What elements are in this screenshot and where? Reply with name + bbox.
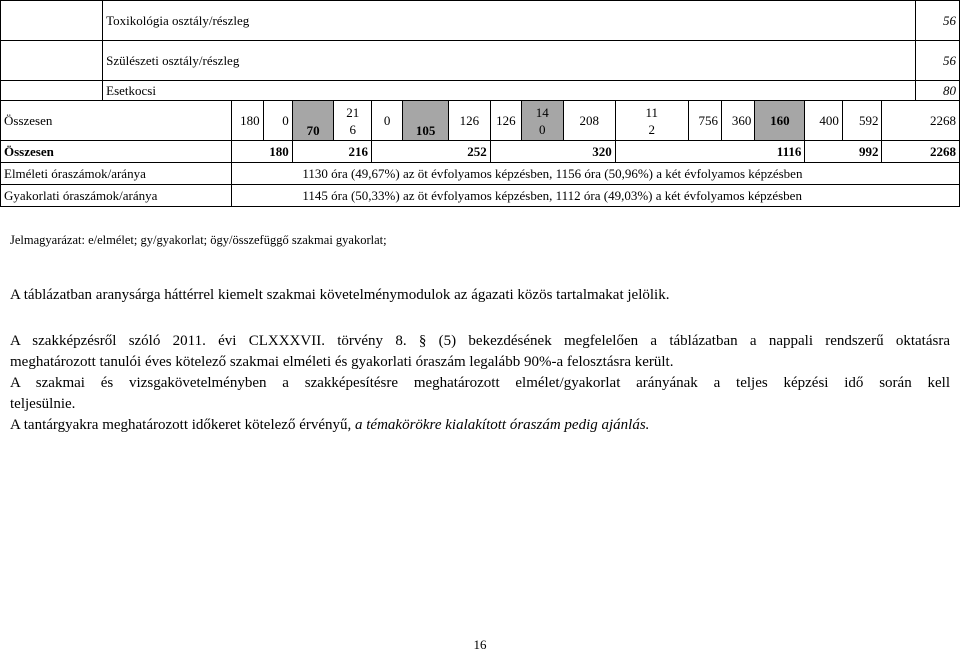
cell: 160 [755,101,805,141]
cell: 992 [805,141,882,163]
cell: 180 [232,141,292,163]
cell: 2268 [882,141,960,163]
cell: 11 2 [615,101,688,141]
row-label: Toxikológia osztály/részleg [103,1,916,41]
cell: 216 [292,141,371,163]
row-label: Szülészeti osztály/részleg [103,41,916,81]
osszesen-summary-row [1,141,960,163]
row-label: Összesen [1,141,232,163]
cell: 208 [563,101,615,141]
cell: 70 [292,101,334,141]
cell: 320 [490,141,615,163]
cell: 0 [263,101,292,141]
cell: 400 [805,101,843,141]
cell: 180 [232,101,263,141]
table-row [1,81,960,101]
row-total: 56 [916,1,960,41]
paragraph-ratio-line2: teljesülnie. [10,396,76,412]
cell: 2268 [882,101,960,141]
table-row [1,1,960,41]
row-label: Gyakorlati óraszámok/aránya [1,185,232,207]
row-label: Elméleti óraszámok/aránya [1,163,232,185]
cell: 1116 [615,141,805,163]
row-text: 1145 óra (50,33%) az öt évfolyamos képzésben, 1112 óra (49,03%) a két évfolyamos képzésben [232,185,960,207]
page-number: 16 [473,637,487,652]
cell: 126 [449,101,491,141]
cell: 360 [722,101,755,141]
paragraph-ags: A táblázatban aranysárga háttérrel kiemelt szakmai követelménymodulok az ágazati közös tartalmakat jelölik. [10,287,670,303]
gyakorlati-row [1,185,960,207]
paragraph-ratio-line1: A szakmai és vizsgakövetelményben a szakképesítésre meghatározott elmélet/gyakorlat arányának a teljes képzési idő során kell [10,375,950,391]
legend-text: Jelmagyarázat: e/elmélet; gy/gyakorlat; ögy/összefüggő szakmai gyakorlat; [10,233,387,247]
cell: 14 0 [521,101,563,141]
row-text: 1130 óra (49,67%) az öt évfolyamos képzésben, 1156 óra (50,96%) a két évfolyamos képzésben [232,163,960,185]
cell: 126 [490,101,521,141]
table-row [1,41,960,81]
paragraph-law-line1: A szakképzésről szóló 2011. évi CLXXXVII. törvény 8. § (5) bekezdésének megfelelően a táblázatban a nappali rendszerű oktatásra [10,333,950,349]
cell: 21 6 [334,101,372,141]
cell: 592 [842,101,882,141]
row-label: Összesen [1,101,232,141]
cell: 105 [403,101,449,141]
cell: 756 [688,101,721,141]
paragraph-timeframe [10,415,950,436]
paragraph-law-line2: meghatározott tanulói éves kötelező szakmai elméleti és gyakorlati óraszám legalább 90%-a felosztásra került. [10,354,674,370]
timeframe-italic: a témakörökre kialakított óraszám pedig ajánlás. [351,417,650,433]
osszesen-detail-row [1,101,960,141]
hour-schedule-table [0,0,960,207]
cell: 252 [371,141,490,163]
row-label: Esetkocsi [103,81,916,101]
row-total: 80 [916,81,960,101]
cell: 0 [371,101,402,141]
row-total: 56 [916,41,960,81]
timeframe-normal: A tantárgyakra meghatározott időkeret kötelező érvényű, [10,417,352,433]
elmeleti-row [1,163,960,185]
